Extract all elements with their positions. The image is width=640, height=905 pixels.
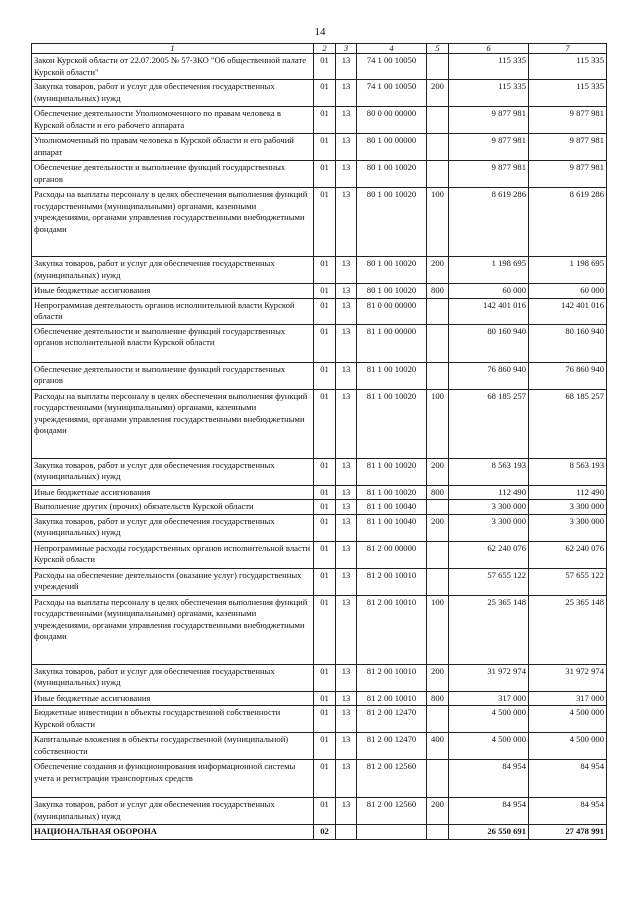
subsection-code: 13 [336, 188, 357, 257]
row-name: Закупка товаров, работ и услуг для обеспечения государственных (муниципальных) нужд [32, 514, 314, 541]
column-number: 3 [336, 44, 357, 54]
table-row [32, 257, 607, 284]
expense-type-code: 100 [427, 389, 449, 458]
expense-type-code [427, 324, 449, 362]
column-number-row [32, 44, 607, 54]
amount-year-2: 4 500 000 [529, 706, 607, 733]
amount-year-2: 25 365 148 [529, 595, 607, 664]
target-article-code: 80 1 00 00000 [357, 134, 427, 161]
row-name: Иные бюджетные ассигнования [32, 284, 314, 299]
section-code: 01 [314, 107, 336, 134]
expense-type-code: 200 [427, 257, 449, 284]
table-row [32, 541, 607, 568]
section-code: 01 [314, 389, 336, 458]
expense-type-code [427, 825, 449, 840]
amount-year-2: 62 240 076 [529, 541, 607, 568]
section-code: 01 [314, 188, 336, 257]
amount-year-2: 9 877 981 [529, 134, 607, 161]
subsection-code: 13 [336, 664, 357, 691]
expense-type-code: 200 [427, 514, 449, 541]
page-number: 14 [314, 26, 326, 38]
subsection-code: 13 [336, 760, 357, 798]
row-name: Бюджетные инвестиции в объекты государственной собственности Курской области [32, 706, 314, 733]
column-number: 2 [314, 44, 336, 54]
table-row [32, 798, 607, 825]
subsection-code: 13 [336, 691, 357, 706]
subsection-code: 13 [336, 134, 357, 161]
amount-year-1: 9 877 981 [449, 134, 529, 161]
amount-year-1: 8 619 286 [449, 188, 529, 257]
subsection-code: 13 [336, 458, 357, 485]
amount-year-2: 76 860 940 [529, 362, 607, 389]
amount-year-1: 317 000 [449, 691, 529, 706]
amount-year-2: 142 401 016 [529, 298, 607, 324]
table-row [32, 458, 607, 485]
target-article-code: 81 1 00 10020 [357, 485, 427, 500]
subsection-code: 13 [336, 706, 357, 733]
subsection-code: 13 [336, 568, 357, 595]
expense-type-code [427, 500, 449, 515]
section-code: 01 [314, 691, 336, 706]
row-name: Расходы на выплаты персоналу в целях обеспечения выполнения функций государственными (муниципальными) органами, казенными учреждениями, органами управления государственными внебюджетными фондами [32, 595, 314, 664]
subsection-code: 13 [336, 80, 357, 107]
amount-year-1: 3 300 000 [449, 500, 529, 515]
subsection-code: 13 [336, 485, 357, 500]
target-article-code: 81 2 00 10010 [357, 691, 427, 706]
table-row [32, 664, 607, 691]
target-article-code: 81 0 00 00000 [357, 298, 427, 324]
amount-year-1: 3 300 000 [449, 514, 529, 541]
target-article-code: 81 1 00 10040 [357, 514, 427, 541]
row-name: Закупка товаров, работ и услуг для обеспечения государственных (муниципальных) нужд [32, 257, 314, 284]
section-code: 01 [314, 706, 336, 733]
amount-year-2: 60 000 [529, 284, 607, 299]
table-row [32, 500, 607, 515]
subsection-code: 13 [336, 500, 357, 515]
amount-year-2: 80 160 940 [529, 324, 607, 362]
amount-year-1: 9 877 981 [449, 161, 529, 188]
amount-year-1: 112 490 [449, 485, 529, 500]
row-name: Обеспечение деятельности и выполнение функций государственных органов [32, 161, 314, 188]
section-code: 01 [314, 568, 336, 595]
table-row [32, 284, 607, 299]
table-row [32, 107, 607, 134]
section-code: 01 [314, 80, 336, 107]
subsection-code: 13 [336, 324, 357, 362]
subsection-code [336, 825, 357, 840]
table-row [32, 324, 607, 362]
amount-year-2: 9 877 981 [529, 161, 607, 188]
section-code: 01 [314, 257, 336, 284]
table-row [32, 188, 607, 257]
target-article-code: 81 2 00 12560 [357, 760, 427, 798]
target-article-code [357, 825, 427, 840]
section-code: 01 [314, 458, 336, 485]
row-name: Иные бюджетные ассигнования [32, 485, 314, 500]
amount-year-1: 4 500 000 [449, 733, 529, 760]
amount-year-2: 57 655 122 [529, 568, 607, 595]
section-code: 01 [314, 541, 336, 568]
amount-year-1: 84 954 [449, 760, 529, 798]
amount-year-2: 84 954 [529, 798, 607, 825]
row-name: Капитальные вложения в объекты государственной (муниципальной) собственности [32, 733, 314, 760]
expense-type-code: 200 [427, 664, 449, 691]
section-code: 01 [314, 54, 336, 80]
expense-type-code: 800 [427, 485, 449, 500]
amount-year-1: 62 240 076 [449, 541, 529, 568]
column-number: 4 [357, 44, 427, 54]
expense-type-code [427, 134, 449, 161]
target-article-code: 81 2 00 10010 [357, 595, 427, 664]
section-code: 01 [314, 362, 336, 389]
expense-type-code [427, 362, 449, 389]
amount-year-2: 4 500 000 [529, 733, 607, 760]
amount-year-1: 68 185 257 [449, 389, 529, 458]
subsection-code: 13 [336, 514, 357, 541]
section-code: 01 [314, 798, 336, 825]
subsection-code: 13 [336, 257, 357, 284]
amount-year-1: 26 550 691 [449, 825, 529, 840]
target-article-code: 74 1 00 10050 [357, 80, 427, 107]
expense-type-code [427, 568, 449, 595]
row-name: Закупка товаров, работ и услуг для обеспечения государственных (муниципальных) нужд [32, 458, 314, 485]
row-name: Выполнение других (прочих) обязательств Курской области [32, 500, 314, 515]
amount-year-1: 84 954 [449, 798, 529, 825]
section-code: 01 [314, 760, 336, 798]
target-article-code: 80 1 00 10020 [357, 188, 427, 257]
table-row [32, 706, 607, 733]
subsection-code: 13 [336, 595, 357, 664]
amount-year-2: 115 335 [529, 54, 607, 80]
amount-year-1: 1 198 695 [449, 257, 529, 284]
table-row [32, 134, 607, 161]
section-code: 01 [314, 324, 336, 362]
amount-year-2: 8 563 193 [529, 458, 607, 485]
section-code: 01 [314, 500, 336, 515]
section-code: 01 [314, 514, 336, 541]
section-code: 02 [314, 825, 336, 840]
row-name: Иные бюджетные ассигнования [32, 691, 314, 706]
amount-year-2: 3 300 000 [529, 514, 607, 541]
column-number: 5 [427, 44, 449, 54]
expense-type-code [427, 541, 449, 568]
expense-type-code: 100 [427, 595, 449, 664]
amount-year-2: 84 954 [529, 760, 607, 798]
expense-type-code [427, 760, 449, 798]
row-name: Закон Курской области от 22.07.2005 № 57-ЗКО "Об общественной палате Курской области" [32, 54, 314, 80]
target-article-code: 81 2 00 00000 [357, 541, 427, 568]
expense-type-code: 200 [427, 80, 449, 107]
amount-year-1: 31 972 974 [449, 664, 529, 691]
target-article-code: 80 1 00 10020 [357, 161, 427, 188]
subsection-code: 13 [336, 161, 357, 188]
expense-type-code [427, 298, 449, 324]
expense-type-code: 200 [427, 798, 449, 825]
row-name: Непрограммная деятельность органов исполнительной власти Курской области [32, 298, 314, 324]
target-article-code: 74 1 00 10050 [357, 54, 427, 80]
column-number: 1 [32, 44, 314, 54]
table-row [32, 54, 607, 80]
row-name: Уполномоченный по правам человека в Курской области и его рабочий аппарат [32, 134, 314, 161]
row-name: Закупка товаров, работ и услуг для обеспечения государственных (муниципальных) нужд [32, 664, 314, 691]
amount-year-1: 80 160 940 [449, 324, 529, 362]
section-code: 01 [314, 595, 336, 664]
row-name: Закупка товаров, работ и услуг для обеспечения государственных (муниципальных) нужд [32, 798, 314, 825]
table-row [32, 691, 607, 706]
target-article-code: 81 2 00 12470 [357, 706, 427, 733]
subsection-code: 13 [336, 733, 357, 760]
amount-year-1: 25 365 148 [449, 595, 529, 664]
table-row [32, 80, 607, 107]
expense-type-code: 200 [427, 458, 449, 485]
table-row [32, 514, 607, 541]
table-row [32, 568, 607, 595]
amount-year-1: 60 000 [449, 284, 529, 299]
subsection-code: 13 [336, 298, 357, 324]
subsection-code: 13 [336, 362, 357, 389]
row-name: Расходы на выплаты персоналу в целях обеспечения выполнения функций государственными (муниципальными) органами, казенными учреждениями, органами управления государственными внебюджетными фондами [32, 389, 314, 458]
amount-year-1: 142 401 016 [449, 298, 529, 324]
target-article-code: 81 1 00 10020 [357, 389, 427, 458]
table-row [32, 825, 607, 840]
expense-type-code: 800 [427, 691, 449, 706]
amount-year-2: 3 300 000 [529, 500, 607, 515]
amount-year-1: 8 563 193 [449, 458, 529, 485]
amount-year-1: 4 500 000 [449, 706, 529, 733]
row-name: Обеспечение деятельности Уполномоченного по правам человека в Курской области и его рабочего аппарата [32, 107, 314, 134]
target-article-code: 81 1 00 10020 [357, 362, 427, 389]
target-article-code: 81 2 00 12470 [357, 733, 427, 760]
section-code: 01 [314, 733, 336, 760]
target-article-code: 80 1 00 10020 [357, 284, 427, 299]
amount-year-1: 115 335 [449, 80, 529, 107]
section-code: 01 [314, 298, 336, 324]
subsection-code: 13 [336, 54, 357, 80]
table-row [32, 595, 607, 664]
expense-type-code: 400 [427, 733, 449, 760]
column-number: 7 [529, 44, 607, 54]
amount-year-2: 112 490 [529, 485, 607, 500]
section-code: 01 [314, 664, 336, 691]
target-article-code: 81 2 00 10010 [357, 664, 427, 691]
amount-year-1: 115 335 [449, 54, 529, 80]
table-row [32, 485, 607, 500]
target-article-code: 81 1 00 10040 [357, 500, 427, 515]
amount-year-2: 27 478 991 [529, 825, 607, 840]
section-code: 01 [314, 134, 336, 161]
amount-year-2: 317 000 [529, 691, 607, 706]
expense-type-code [427, 706, 449, 733]
table-row [32, 760, 607, 798]
table-row [32, 362, 607, 389]
amount-year-2: 1 198 695 [529, 257, 607, 284]
amount-year-1: 9 877 981 [449, 107, 529, 134]
amount-year-1: 76 860 940 [449, 362, 529, 389]
row-name: Непрограммные расходы государственных органов исполнительной власти Курской области [32, 541, 314, 568]
target-article-code: 80 1 00 10020 [357, 257, 427, 284]
expense-type-code [427, 161, 449, 188]
target-article-code: 81 1 00 00000 [357, 324, 427, 362]
row-name: Расходы на выплаты персоналу в целях обеспечения выполнения функций государственными (муниципальными) органами, казенными учреждениями, органами управления государственными внебюджетными фондами [32, 188, 314, 257]
row-name: Обеспечение деятельности и выполнение функций государственных органов исполнительной власти Курской области [32, 324, 314, 362]
target-article-code: 81 2 00 10010 [357, 568, 427, 595]
expense-type-code [427, 54, 449, 80]
subsection-code: 13 [336, 798, 357, 825]
column-number: 6 [449, 44, 529, 54]
amount-year-2: 31 972 974 [529, 664, 607, 691]
row-name: Расходы на обеспечение деятельности (оказание услуг) государственных учреждений [32, 568, 314, 595]
amount-year-2: 8 619 286 [529, 188, 607, 257]
subsection-code: 13 [336, 284, 357, 299]
amount-year-2: 115 335 [529, 80, 607, 107]
target-article-code: 80 0 00 00000 [357, 107, 427, 134]
table-row [32, 733, 607, 760]
amount-year-2: 9 877 981 [529, 107, 607, 134]
row-name: Обеспечение деятельности и выполнение функций государственных органов [32, 362, 314, 389]
subsection-code: 13 [336, 389, 357, 458]
amount-year-2: 68 185 257 [529, 389, 607, 458]
budget-table [31, 43, 607, 840]
section-code: 01 [314, 161, 336, 188]
section-code: 01 [314, 485, 336, 500]
table-row [32, 298, 607, 324]
amount-year-1: 57 655 122 [449, 568, 529, 595]
subsection-code: 13 [336, 107, 357, 134]
target-article-code: 81 2 00 12560 [357, 798, 427, 825]
table-row [32, 161, 607, 188]
table-row [32, 389, 607, 458]
row-name: Обеспечение создания и функционирования информационной системы учета и регистрации транспортных средств [32, 760, 314, 798]
expense-type-code: 100 [427, 188, 449, 257]
section-code: 01 [314, 284, 336, 299]
subsection-code: 13 [336, 541, 357, 568]
expense-type-code [427, 107, 449, 134]
row-name: Закупка товаров, работ и услуг для обеспечения государственных (муниципальных) нужд [32, 80, 314, 107]
expense-type-code: 800 [427, 284, 449, 299]
row-name: НАЦИОНАЛЬНАЯ ОБОРОНА [32, 825, 314, 840]
target-article-code: 81 1 00 10020 [357, 458, 427, 485]
